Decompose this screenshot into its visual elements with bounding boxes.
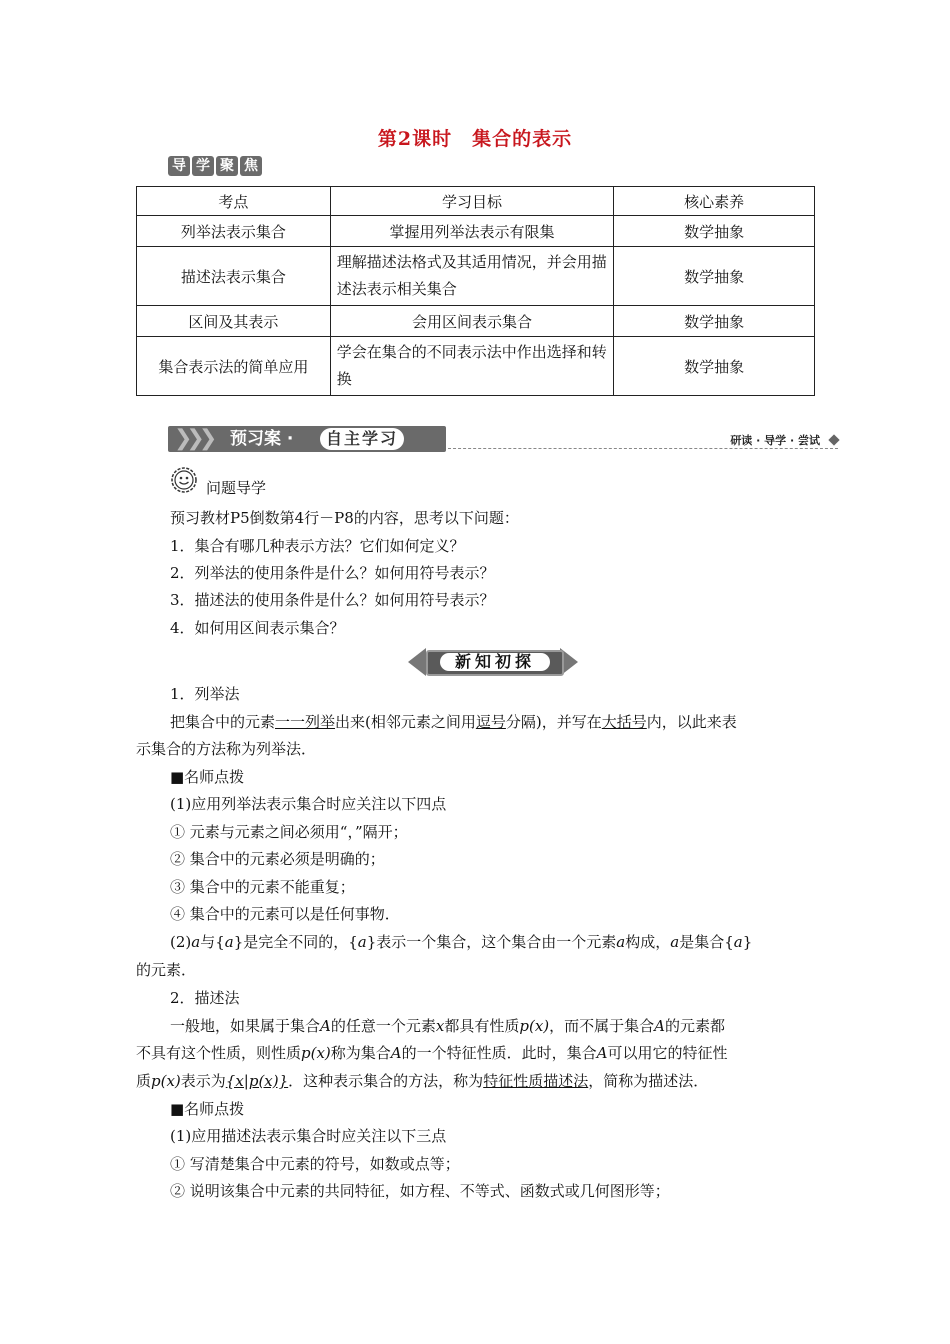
cell-topic: 区间及其表示	[137, 306, 331, 337]
new-knowledge-banner	[408, 648, 578, 676]
cell-topic: 列举法表示集合	[137, 216, 331, 247]
banner-label	[230, 426, 293, 452]
objectives-table	[136, 186, 815, 396]
text-span: 不具有这个性质，则性质	[136, 1044, 302, 1062]
text-span: }	[742, 933, 753, 951]
tip-item: ② 说明该集合中元素的共同特征，如方程、不等式、函数式或几何图形等；	[170, 1182, 670, 1200]
table-header-row	[137, 187, 815, 216]
guide-question: 2．列举法的使用条件是什么？如何用符号表示？	[170, 564, 495, 582]
chevron-arrows-icon: ❯❯❯	[174, 426, 212, 451]
tag-char: 聚	[216, 156, 238, 176]
table-row	[137, 306, 815, 337]
diamond-icon	[828, 434, 839, 445]
key-term: 逗号	[475, 713, 506, 731]
guide-question: 4．如何用区间表示集合？	[170, 619, 345, 637]
key-term: {x|p(x)}	[225, 1072, 289, 1090]
cell-literacy: 数学抽象	[614, 306, 815, 337]
text-span: ，简称为描述法．	[588, 1072, 709, 1090]
banner-label-text: 预习案	[230, 429, 281, 449]
text-span: 质	[136, 1072, 152, 1090]
text-span: 把集合中的元素	[170, 713, 276, 731]
math-var: a	[224, 933, 234, 951]
math-expr: p(x)	[301, 1044, 331, 1062]
cell-goal: 掌握用列举法表示有限集	[330, 216, 614, 247]
preview-banner	[168, 424, 840, 454]
key-term: 大括号	[601, 713, 647, 731]
key-term: 一一列举	[275, 713, 336, 731]
text-span: 内，以此来表	[646, 713, 737, 731]
smiley-icon	[170, 466, 198, 494]
text-span: ．这种表示集合的方法，称为	[288, 1072, 484, 1090]
section-tag-focus	[168, 156, 262, 176]
page-title: 第2课时 集合的表示	[377, 128, 573, 150]
math-var: A	[390, 1044, 402, 1062]
tip-line: 的元素．	[136, 961, 197, 979]
guide-heading: 问题导学	[206, 479, 267, 497]
math-var: A	[654, 1017, 665, 1035]
math-var: A	[320, 1017, 331, 1035]
banner-divider	[448, 448, 838, 449]
math-expr: p(x)	[519, 1017, 550, 1035]
text-span: 是集合{	[679, 933, 734, 951]
section1-line1	[170, 712, 737, 732]
new-banner-label: 新知初探	[440, 653, 550, 671]
tip-item: ④ 集合中的元素可以是任何事物．	[170, 905, 400, 923]
tip-item: ① 写清楚集合中元素的符号，如数或点等；	[170, 1155, 460, 1173]
guide-question: 3．描述法的使用条件是什么？如何用符号表示？	[170, 591, 495, 609]
cell-goal: 理解描述法格式及其适用情况，并会用描述法表示相关集合	[330, 247, 614, 306]
math-var: a	[191, 933, 201, 951]
tip-line: (1)应用列举法表示集合时应关注以下四点	[170, 795, 447, 813]
math-var: a	[616, 933, 626, 951]
text-span: 称为集合	[330, 1044, 391, 1062]
text-span: 可以用它的特征性	[607, 1044, 728, 1062]
banner-dot: ·	[286, 429, 294, 449]
math-var: A	[596, 1044, 608, 1062]
text-span: }表示一个集合，这个集合由一个元素	[366, 933, 617, 951]
section1-heading: 1．列举法	[170, 685, 240, 703]
header-literacy: 核心素养	[614, 187, 815, 216]
cell-goal: 会用区间表示集合	[330, 306, 614, 337]
cell-topic: 描述法表示集合	[137, 247, 331, 306]
text-span: (2)	[170, 933, 192, 951]
cell-topic: 集合表示法的简单应用	[137, 337, 331, 396]
math-var: x	[435, 1017, 445, 1035]
cell-goal: 学会在集合的不同表示法中作出选择和转换	[330, 337, 614, 396]
table-row	[137, 337, 815, 396]
tip-line	[170, 932, 752, 952]
text-span: 的一个特征性质．此时，集合	[401, 1044, 597, 1062]
cell-literacy: 数学抽象	[614, 337, 815, 396]
tip-item: ③ 集合中的元素不能重复；	[170, 878, 355, 896]
key-term: 特征性质描述法	[483, 1072, 589, 1090]
header-goal: 学习目标	[330, 187, 614, 216]
text-span: 分隔)，并写在	[505, 713, 602, 731]
text-span: }是完全不同的，{	[233, 933, 358, 951]
text-span: ，而不属于集合	[549, 1017, 655, 1035]
text-span: 表示为	[180, 1072, 226, 1090]
guide-question: 1．集合有哪几种表示方法？它们如何定义？	[170, 537, 465, 555]
cell-literacy: 数学抽象	[614, 216, 815, 247]
cell-literacy: 数学抽象	[614, 247, 815, 306]
table-row	[137, 247, 815, 306]
section2-line1	[170, 1016, 725, 1036]
header-topic: 考点	[137, 187, 331, 216]
section2-line3	[136, 1071, 708, 1091]
math-var: a	[733, 933, 743, 951]
tip-item: ② 集合中的元素必须是明确的；	[170, 850, 385, 868]
section2-heading: 2．描述法	[170, 989, 240, 1007]
tag-char: 导	[168, 156, 190, 176]
guide-intro: 预习教材P5倒数第4行－P8的内容，思考以下问题：	[170, 509, 519, 527]
left-arrow-icon	[408, 648, 426, 676]
tip-line: (1)应用描述法表示集合时应关注以下三点	[170, 1127, 447, 1145]
text-span: 都具有性质	[444, 1017, 520, 1035]
math-var: a	[357, 933, 367, 951]
text-span: 的任意一个元素	[330, 1017, 436, 1035]
banner-right-text: 研读 · 导学 · 尝试	[730, 434, 820, 447]
tip-heading: ■名师点拨	[170, 768, 245, 786]
text-span: 构成，	[625, 933, 671, 951]
math-var: a	[670, 933, 680, 951]
text-span: 的元素都	[664, 1017, 725, 1035]
tag-char: 焦	[240, 156, 262, 176]
section1-line2: 示集合的方法称为列举法．	[136, 740, 317, 758]
tip-heading: ■名师点拨	[170, 1100, 245, 1118]
table-row	[137, 216, 815, 247]
tag-char: 学	[192, 156, 214, 176]
section2-line2	[136, 1043, 728, 1063]
tip-item: ① 元素与元素之间必须用“，”隔开；	[170, 823, 408, 841]
math-expr: p(x)	[151, 1072, 181, 1090]
banner-sub: 自主学习	[320, 428, 404, 450]
text-span: 一般地，如果属于集合	[170, 1017, 321, 1035]
text-span: 出来(相邻元素之间用	[335, 713, 476, 731]
text-span: 与{	[200, 933, 225, 951]
